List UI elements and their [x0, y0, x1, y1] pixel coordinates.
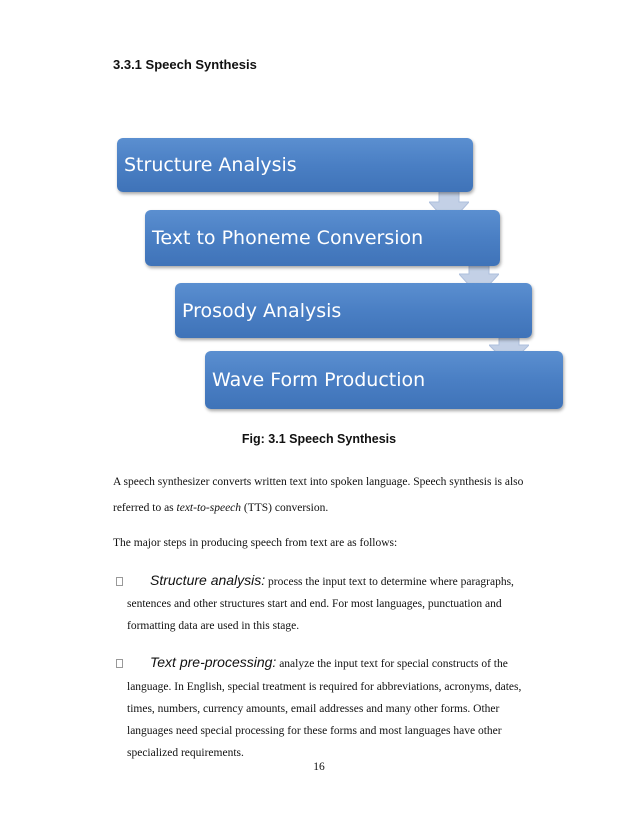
list-item-term: Structure analysis: — [150, 572, 266, 588]
list-item-line — [150, 654, 508, 670]
diagram-step-wave-form-production: Wave Form Production — [205, 351, 563, 409]
intro-text: referred to as — [113, 502, 177, 514]
diagram-step-text-to-phoneme: Text to Phoneme Conversion — [145, 210, 500, 266]
list-item-line: sentences and other structures start and end. For most languages, punctuation and — [127, 598, 502, 610]
list-item-line: language. In English, special treatment is required for abbreviations, acronyms, dates, — [127, 681, 522, 693]
list-item-line: formatting data are used in this stage. — [127, 620, 300, 632]
steps-intro-paragraph: The major steps in producing speech from text are as follows: — [113, 537, 398, 549]
intro-text: (TTS) conversion. — [241, 502, 329, 514]
bullet-icon — [116, 577, 123, 586]
list-item-line — [150, 572, 514, 588]
list-item-line: languages need special processing for these forms and most languages have other — [127, 725, 502, 737]
figure-caption: Fig: 3.1 Speech Synthesis — [241, 432, 397, 446]
list-item-line: times, numbers, currency amounts, email addresses and many other forms. Other — [127, 703, 500, 715]
intro-paragraph-line — [113, 502, 328, 514]
diagram-step-prosody-analysis: Prosody Analysis — [175, 283, 532, 338]
page-number: 16 — [313, 761, 325, 773]
list-item-term: Text pre-processing: — [150, 654, 277, 670]
intro-paragraph-line: A speech synthesizer converts written text into spoken language. Speech synthesis is also — [113, 476, 524, 488]
list-item-line: specialized requirements. — [127, 747, 244, 759]
section-heading: 3.3.1 Speech Synthesis — [113, 57, 257, 72]
list-item-text: process the input text to determine where paragraphs, — [265, 576, 514, 588]
diagram-step-structure-analysis: Structure Analysis — [117, 138, 473, 192]
bullet-icon — [116, 659, 123, 668]
list-item-text: analyze the input text for special constructs of the — [276, 658, 508, 670]
tts-term: text-to-speech — [176, 502, 242, 514]
